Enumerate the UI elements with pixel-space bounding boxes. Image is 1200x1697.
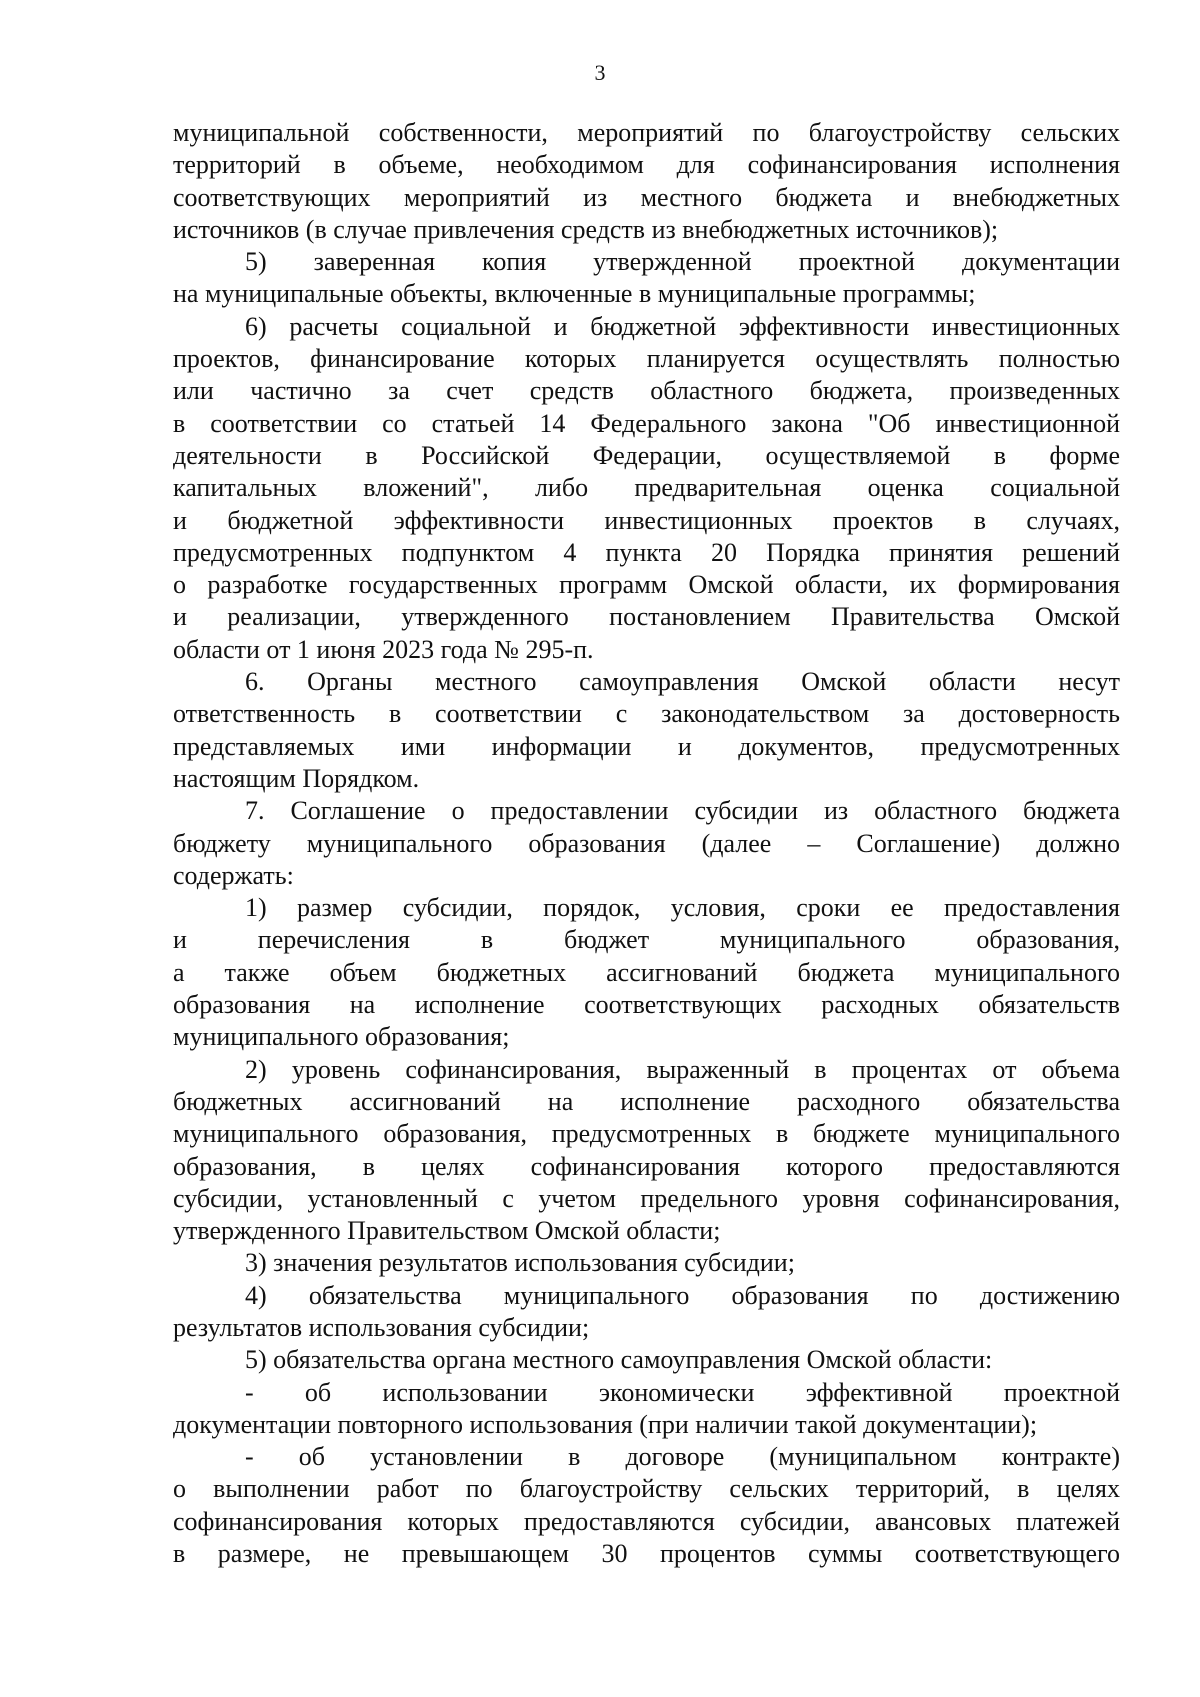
text-line: муниципального образования, предусмотренных в бюджете муниципального — [173, 1119, 1120, 1149]
text-line: в размере, не превышающем 30 процентов суммы соответствующего — [173, 1539, 1120, 1569]
text-line: на муниципальные объекты, включенные в муниципальные программы; — [173, 279, 976, 309]
text-line: образования, в целях софинансирования которого предоставляются — [173, 1151, 1120, 1181]
text-line: предусмотренных подпунктом 4 пункта 20 Порядка принятия решений — [173, 537, 1120, 567]
text-line: 6. Органы местного самоуправления Омской области несут — [245, 667, 1120, 697]
text-line: о разработке государственных программ Омской области, их формирования — [173, 570, 1120, 600]
text-line: представляемых ими информации и документов, предусмотренных — [173, 731, 1120, 761]
page-number: 3 — [594, 60, 606, 85]
text-line: 5) обязательства органа местного самоуправления Омской области: — [245, 1345, 993, 1375]
text-line: софинансирования которых предоставляются субсидии, авансовых платежей — [173, 1506, 1120, 1536]
text-line: бюджету муниципального образования (далее – Соглашение) должно — [173, 828, 1120, 858]
text-line: капитальных вложений", либо предварительная оценка социальной — [173, 473, 1120, 503]
text-line: проектов, финансирование которых планируется осуществлять полностью — [173, 344, 1120, 374]
text-line: источников (в случае привлечения средств из внебюджетных источников); — [173, 214, 999, 244]
text-line: и реализации, утвержденного постановлением Правительства Омской — [173, 602, 1120, 632]
text-line: 4) обязательства муниципального образования по достижению — [245, 1280, 1120, 1310]
text-line: территорий в объеме, необходимом для софинансирования исполнения — [173, 150, 1120, 180]
text-line: 6) расчеты социальной и бюджетной эффективности инвестиционных — [245, 311, 1120, 341]
text-line: 3) значения результатов использования субсидии; — [245, 1248, 795, 1278]
text-line: в соответствии со статьей 14 Федерального закона "Об инвестиционной — [173, 408, 1120, 438]
text-line: документации повторного использования (при наличии такой документации); — [173, 1409, 1038, 1439]
text-line: содержать: — [173, 860, 294, 890]
text-line: и перечисления в бюджет муниципального образования, — [173, 925, 1120, 955]
document-body — [173, 117, 1120, 1570]
text-line: - об использовании экономически эффективной проектной — [245, 1377, 1120, 1407]
text-line: о выполнении работ по благоустройству сельских территорий, в целях — [173, 1474, 1120, 1504]
text-line: области от 1 июня 2023 года № 295-п. — [173, 634, 594, 664]
text-line: утвержденного Правительством Омской области; — [173, 1216, 721, 1246]
text-line: муниципальной собственности, мероприятий по благоустройству сельских — [173, 118, 1120, 147]
text-line: муниципального образования; — [173, 1022, 510, 1052]
text-line: соответствующих мероприятий из местного бюджета и внебюджетных — [173, 182, 1120, 212]
text-line: а также объем бюджетных ассигнований бюджета муниципального — [173, 957, 1120, 987]
text-line: 5) заверенная копия утвержденной проектной документации — [245, 247, 1120, 277]
text-line: - об установлении в договоре (муниципальном контракте) — [245, 1442, 1120, 1472]
text-line: деятельности в Российской Федерации, осуществляемой в форме — [173, 440, 1120, 470]
text-line: образования на исполнение соответствующих расходных обязательств — [173, 990, 1120, 1020]
text-line: или частично за счет средств областного бюджета, произведенных — [173, 376, 1120, 406]
text-line: 7. Соглашение о предоставлении субсидии из областного бюджета — [245, 796, 1120, 826]
text-line: настоящим Порядком. — [173, 763, 420, 793]
text-line: результатов использования субсидии; — [173, 1312, 590, 1342]
text-line: субсидии, установленный с учетом предельного уровня софинансирования, — [173, 1183, 1120, 1213]
text-line: и бюджетной эффективности инвестиционных проектов в случаях, — [173, 505, 1120, 535]
text-line: 1) размер субсидии, порядок, условия, сроки ее предоставления — [245, 893, 1120, 923]
text-line: бюджетных ассигнований на исполнение расходного обязательства — [173, 1086, 1120, 1116]
text-line: ответственность в соответствии с законодательством за достоверность — [173, 699, 1120, 729]
text-line: 2) уровень софинансирования, выраженный в процентах от объема — [245, 1054, 1120, 1084]
